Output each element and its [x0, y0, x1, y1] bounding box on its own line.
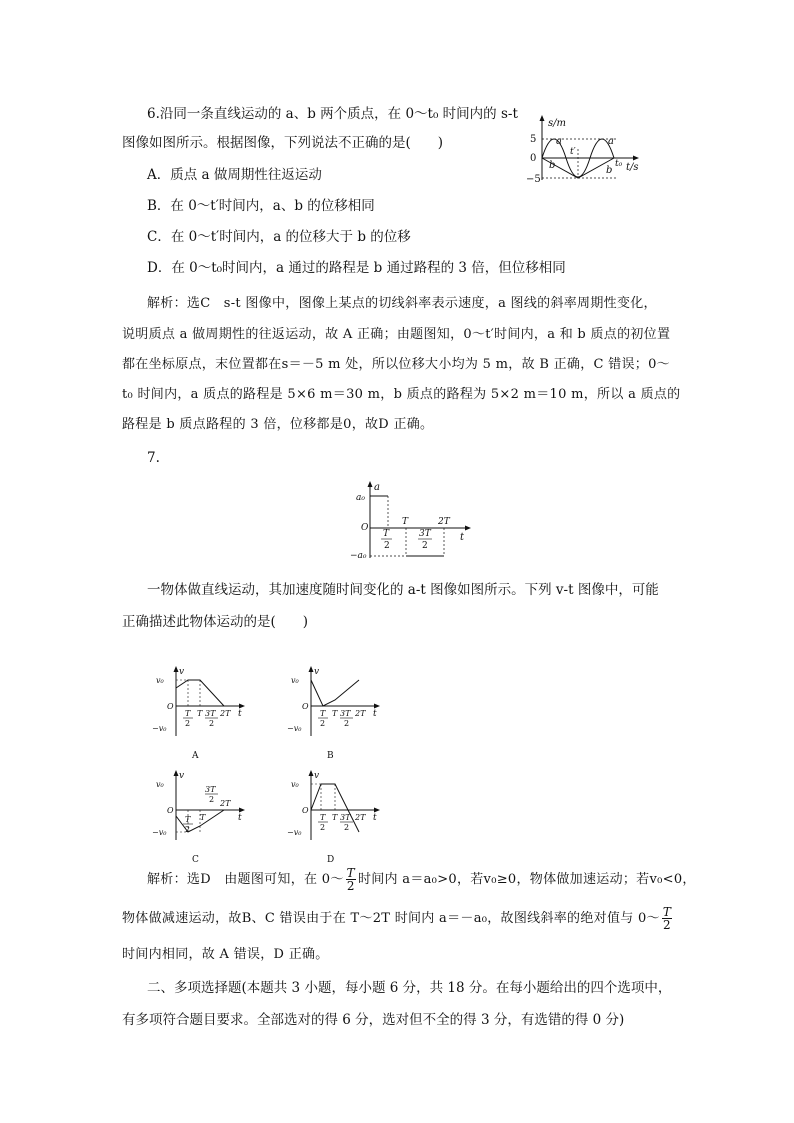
- tick-T: T: [332, 813, 338, 822]
- q7-solution-line3: 时间内相同，故 A 错误，D 正确。: [122, 947, 329, 962]
- q6-option-c: C．在 0～t′时间内，a 的位移大于 b 的位移: [147, 229, 411, 245]
- q7-solution-line2: 物体做减速运动，故B、C 错误由于在 T～2T 时间内 a＝－a₀，故图线斜率的绝对值与 0～ $\frac{T}{2}$: [122, 905, 672, 932]
- tick-3T-num: 3T: [205, 709, 216, 718]
- neg-v0-label: −v₀: [152, 724, 167, 733]
- q7-solution-line1: 解析：选D 由题图可知，在 0～ $\frac{T}{2}$ 时间内 a＝a₀>0，若v₀≥0，物体做加速运动；若v₀<0，: [147, 866, 696, 893]
- vt-graph-option-a: [148, 664, 248, 760]
- svg-text:t: t: [460, 532, 465, 543]
- tick-3T-den: 2: [344, 823, 350, 832]
- t-label: t: [238, 813, 242, 823]
- tick-2T: 2T: [220, 709, 231, 718]
- origin-label: O: [302, 702, 309, 711]
- svg-text:2T: 2T: [438, 517, 450, 527]
- neg-v0-label: −v₀: [152, 828, 167, 837]
- curve-a-label-1: a: [556, 136, 562, 147]
- fraction-t-over-2-b: $\frac{T}{2}$: [662, 905, 672, 932]
- vt-graph-option-d: [283, 768, 383, 864]
- y-tick-5: 5: [530, 134, 537, 145]
- tick-T: T: [197, 709, 203, 718]
- x-axis-label: t/s: [626, 162, 639, 173]
- q7-stem-line1: 一物体做直线运动，其加速度随时间变化的 a-t 图像如图所示。下列 v-t 图像中，可能: [147, 582, 659, 598]
- q6-stem-line2: 图像如图所示。根据图像，下列说法不正确的是( ): [122, 135, 444, 151]
- section2-line2: 有多项符合题目要求。全部选对的得 6 分，选对但不全的得 3 分，有选错的得 0 分): [122, 1012, 625, 1028]
- v0-label: v₀: [291, 780, 299, 789]
- origin-label: O: [167, 702, 174, 711]
- option-letter: D: [327, 855, 335, 865]
- q6-option-b: B．在 0～t′时间内，a、b 的位移相同: [147, 198, 375, 214]
- y-axis-label: s/m: [548, 118, 566, 129]
- q6-option-a: A．质点 a 做周期性往返运动: [147, 167, 322, 183]
- q6-solution-line3: 都在坐标原点，末位置都在s＝－5 m 处，所以位移大小均为 5 m，故 B 正确，C 错误；0～: [122, 357, 670, 372]
- origin-label: O: [167, 806, 174, 815]
- vt-graph-option-c: [148, 768, 248, 864]
- t-label: t: [373, 709, 377, 719]
- neg-v0-label: −v₀: [287, 724, 302, 733]
- tick-half-num: T: [320, 709, 326, 718]
- tick-T: T: [332, 709, 338, 718]
- vt-curve-b: [311, 680, 359, 706]
- curve-b-label-2: b: [606, 165, 613, 176]
- q6-solution-line5: 路程是 b 质点路程的 3 倍，位移都是0，故D 正确。: [122, 417, 434, 432]
- q6-solution-line1: 解析：选C s-t 图像中，图像上某点的切线斜率表示速度，a 图线的斜率周期性变化，: [147, 296, 657, 311]
- svg-text:T: T: [383, 529, 390, 539]
- svg-text:T: T: [402, 517, 409, 527]
- vt-graph-option-b: [283, 664, 383, 760]
- svg-text:a: a: [374, 482, 380, 493]
- tick-3T-den: 2: [344, 719, 350, 728]
- v0-label: v₀: [291, 676, 299, 685]
- q7-at-graph: [350, 478, 480, 564]
- y-tick-0: 0: [530, 153, 537, 164]
- q6-option-d: D．在 0～t₀时间内，a 通过的路程是 b 通过路程的 3 倍，但位移相同: [147, 260, 566, 276]
- fraction-t-over-2: $\frac{T}{2}$: [346, 866, 355, 893]
- tick-2T: 2T: [355, 813, 366, 822]
- t-prime-label: t′: [570, 147, 576, 157]
- option-letter: B: [327, 751, 334, 761]
- tick-3T-den: 2: [209, 719, 215, 728]
- curve-a-label-2: a: [608, 136, 614, 147]
- q6-stem-line1: 6.沿同一条直线运动的 a、b 两个质点，在 0～t₀ 时间内的 s-t: [147, 106, 518, 122]
- tick-3T-num: 3T: [340, 709, 351, 718]
- svg-text:2: 2: [384, 541, 390, 551]
- q7-stem-line2: 正确描述此物体运动的是( ): [122, 614, 309, 630]
- v0-label: v₀: [156, 676, 164, 685]
- svg-text:O: O: [361, 523, 369, 533]
- option-letter: A: [192, 751, 199, 761]
- svg-text:−a₀: −a₀: [350, 551, 367, 561]
- svg-text:a₀: a₀: [356, 493, 365, 503]
- v-label: v: [179, 771, 185, 781]
- t0-label: t₀: [615, 159, 623, 169]
- q7-number: 7.: [147, 450, 160, 466]
- v-label: v: [179, 667, 185, 677]
- tick-2T: 2T: [355, 709, 366, 718]
- tick-half-num: T: [320, 813, 326, 822]
- option-letter: C: [192, 855, 199, 865]
- tick-half-den: 2: [320, 823, 326, 832]
- curve-b-label-1: b: [549, 160, 556, 171]
- t-label: t: [373, 813, 377, 823]
- tick-2T: 2T: [220, 799, 231, 808]
- v-label: v: [314, 771, 320, 781]
- v0-label: v₀: [156, 780, 164, 789]
- tick-half-num: T: [185, 709, 191, 718]
- tick-half-den: 2: [185, 825, 191, 834]
- tick-3T-num: 3T: [205, 785, 216, 794]
- v-label: v: [314, 667, 320, 677]
- q6-solution-line4: t₀ 时间内，a 质点的路程是 5×6 m＝30 m，b 质点的路程为 5×2 m＝10 m，所以 a 质点的: [122, 387, 681, 402]
- tick-T: T: [200, 813, 206, 822]
- neg-v0-label: −v₀: [287, 828, 302, 837]
- q6-st-graph: [512, 112, 652, 192]
- tick-half-num: T: [185, 815, 191, 824]
- tick-half-den: 2: [320, 719, 326, 728]
- tick-3T-num: 3T: [340, 813, 351, 822]
- origin-label: O: [302, 806, 309, 815]
- tick-3T-den: 2: [209, 795, 215, 804]
- svg-text:3T: 3T: [419, 529, 431, 539]
- y-tick-neg5: −5: [526, 174, 541, 185]
- t-label: t: [238, 709, 242, 719]
- section2-line1: 二、多项选择题(本题共 3 小题，每小题 6 分，共 18 分。在每小题给出的四个选项中，: [147, 980, 672, 996]
- q6-solution-line2: 说明质点 a 做周期性的往返运动，故 A 正确；由题图知，0～t′时间内，a 和 b 质点的初位置: [122, 327, 671, 342]
- svg-text:2: 2: [422, 541, 428, 551]
- tick-half-den: 2: [185, 719, 191, 728]
